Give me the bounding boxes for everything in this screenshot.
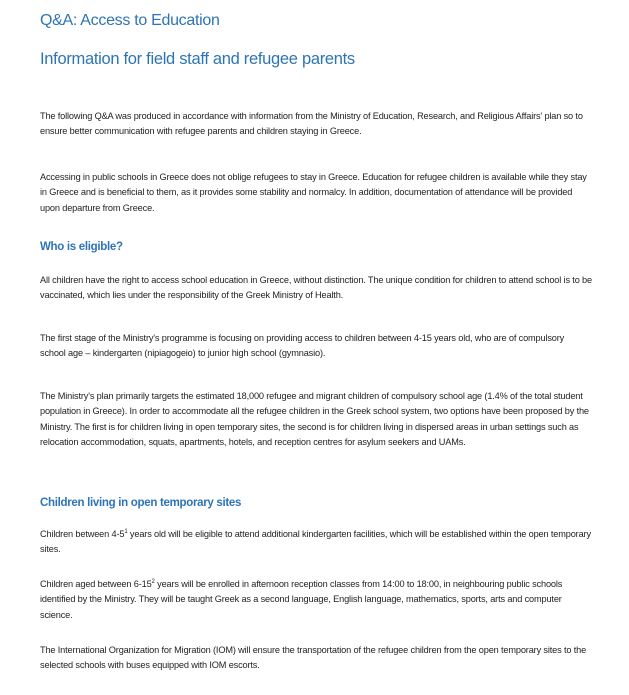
open-sites-paragraph-1 xyxy=(40,527,592,558)
eligibility-paragraph-2: The first stage of the Ministry's programme is focusing on providing access to children between 4-15 years old, who are of compulsory school age – kindergarten (nipiagogeio) to junior high school (gymnasio). xyxy=(40,333,565,359)
section-heading-eligibility: Who is eligible? xyxy=(40,241,123,253)
open-sites-paragraph-2 xyxy=(40,577,592,623)
eligibility-paragraph-1: All children have the right to access school education in Greece, without distinction. The unique condition for children to attend school is to be vaccinated, which lies under the responsibility of the Greek Ministry of Health. xyxy=(40,275,592,301)
paragraph-lead: Children between 4-5 xyxy=(40,529,125,539)
document-subtitle: Information for field staff and refugee parents xyxy=(40,50,355,68)
intro-paragraph-2: Accessing in public schools in Greece does not oblige refugees to stay in Greece. Education for refugee children is available while they stay in Greece and is beneficial to them, as it provides some stability and normalcy. In addition, documentation of attendance will be provided upon departure from Greece. xyxy=(40,172,587,213)
document-title: Q&A: Access to Education xyxy=(40,12,220,29)
paragraph-lead: Children aged between 6-15 xyxy=(40,579,152,589)
section-heading-open-sites: Children living in open temporary sites xyxy=(40,497,242,509)
paragraph-tail: years will be enrolled in afternoon reception classes from 14:00 to 18:00, in neighbouring public schools identified by the Ministry. They will be taught Greek as a second language, English language, mathematics, sports, arts and computer science. xyxy=(40,579,563,620)
footnote-mark: 2 xyxy=(151,578,155,585)
paragraph-tail: years old will be eligible to attend additional kindergarten facilities, which will be established within the open temporary sites. xyxy=(40,529,591,555)
open-sites-paragraph-3: The International Organization for Migration (IOM) will ensure the transportation of the refugee children from the open temporary sites to the selected schools with buses equipped with IOM escorts. xyxy=(40,645,587,671)
eligibility-paragraph-3: The Ministry's plan primarily targets the estimated 18,000 refugee and migrant children of compulsory school age (1.4% of the total student population in Greece). In order to accommodate all the refugee children in the Greek school system, two options have been proposed by the Ministry. The first is for children living in open temporary sites, the second is for children living in dispersed areas in urban settings such as relocation accommodation, squats, apartments, hotels, and reception centres for asylum seekers and UAMs. xyxy=(40,391,589,447)
footnote-mark: 1 xyxy=(124,528,128,535)
intro-paragraph-1: The following Q&A was produced in accordance with information from the Ministry of Education, Research, and Religious Affairs' plan so to ensure better communication with refugee parents and children staying in Greece. xyxy=(40,111,583,137)
